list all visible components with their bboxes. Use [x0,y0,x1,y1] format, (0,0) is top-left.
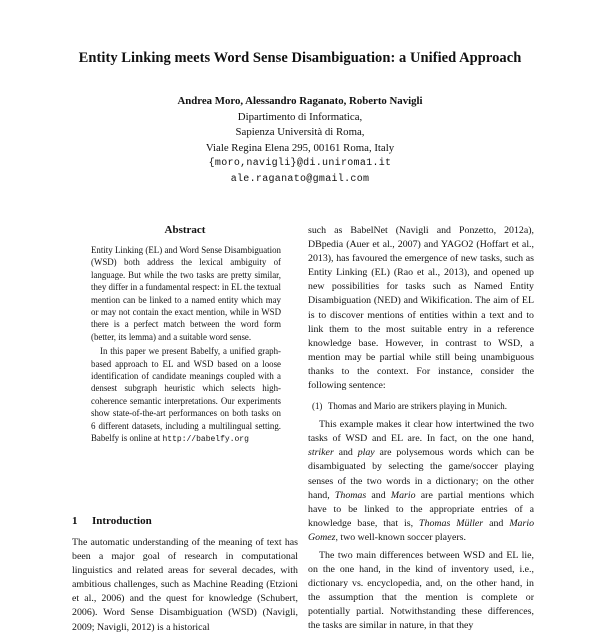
abstract-paragraph-2-text: In this paper we present Babelfy, a unified graph-based approach to EL and WSD based on a loose identification of candidate meanings coupled with a densest subgraph heuristic which selects high-coherence semantic interpretations. Our experiments show state-of-the-art performances on both tasks on 6 different datasets, including a multilingual setting. Babelfy is online at [91,346,281,444]
abstract-heading: Abstract [164,224,206,236]
author-department: Dipartimento di Informatica, [237,110,363,123]
example-label: (1) [312,401,323,412]
p2-and: and [338,447,353,459]
example-sentence [308,400,534,412]
example-text: Thomas and Mario are strikers playing in Munich. [328,401,507,412]
author-names: Andrea Moro, Alessandro Raganato, Roberto Navigli [177,95,423,107]
author-block [0,94,600,188]
p2-text-a: This example makes it clear how intertwined the two tasks of WSD and EL are. In fact, on the one hand, [308,419,534,445]
p2-text-d: , two well-known soccer players. [335,531,466,543]
right-paragraph-3: The two main differences between WSD and EL lie, on the one hand, in the kind of inventory used, i.e., dictionary vs. encyclopedia, and, on the other hand, in the assumption that the mention is complete or potentially partial. Notwithstanding these differences, the tasks are similar in nature, in that they [308,549,534,632]
p2-and-3: and [489,517,504,529]
p2-and-2: and [371,489,386,501]
paper-title: Entity Linking meets Word Sense Disambiguation: a Unified Approach [78,50,522,66]
section-number: 1 [72,515,78,527]
author-address: Viale Regina Elena 295, 00161 Roma, Italy [205,141,395,154]
right-paragraph-1: such as BabelNet (Navigli and Ponzetto, 2012a), DBpedia (Auer et al., 2007) and YAGO2 (Hoffart et al., 2013), has favoured the emergence of new tasks, such as Entity Linking (EL) (Rao et al., 2013), and opened up new possibilities for tasks such as Named Entity Disambiguation (NED) and Wikification. The aim of EL is to discover mentions of entities within a text and to link them to the most suitable entry in a reference knowledge base. However, in contrast to WSD, a mention may be partial while still being unambiguous thanks to the context. For instance, consider the following sentence: [308,225,534,392]
term-mario: Mario [390,489,416,501]
p2-text-c: are partial mentions which have to be linked to the appropriate entries of a knowledge base, that is, [308,489,535,529]
abstract-body [91,244,281,449]
right-column [308,224,534,634]
section-title: Introduction [92,515,152,527]
author-email-2: ale.raganato@gmail.com [230,173,370,185]
author-university: Sapienza Università di Roma, [235,126,365,139]
p2-text-b: are polysemous words which can be disambiguated by selecting the game/soccer playing senses of the two words in a dictionary; on the other hand, [308,447,535,501]
right-paragraph-2 [308,418,534,545]
introduction-text: The automatic understanding of the meaning of text has been a major goal of research in computational linguistics and related areas for several decades, with ambitious challenges, such as Machine Reading (Etzioni et al., 2006) and the quest for knowledge (Schubert, 2006). Word Sense Disambiguation (WSD) (Navigli, 2009; Navigli, 2012) is a historical [72,537,298,633]
term-thomas: Thomas [334,489,367,501]
abstract-paragraph-1: Entity Linking (EL) and Word Sense Disambiguation (WSD) both address the lexical ambiguity of language. But while the two tasks are pretty similar, they differ in a fundamental respect: in EL the textual mention can be linked to a named entity which may or may not contain the exact mention, while in WSD there is a perfect match between the word form (better, its lemma) and a suitable word sense. [91,245,282,342]
section-heading-introduction [72,515,298,527]
babelfy-url: http://babelfy.org [162,435,249,445]
author-email-1: {moro,navigli}@di.uniroma1.it [208,158,392,170]
term-thomas-muller: Thomas Müller [419,517,484,529]
term-mario-gomez: Mario Gomez [308,517,534,543]
term-play: play [357,447,375,459]
abstract-paragraph-2 [91,345,281,446]
term-striker: striker [308,447,334,459]
